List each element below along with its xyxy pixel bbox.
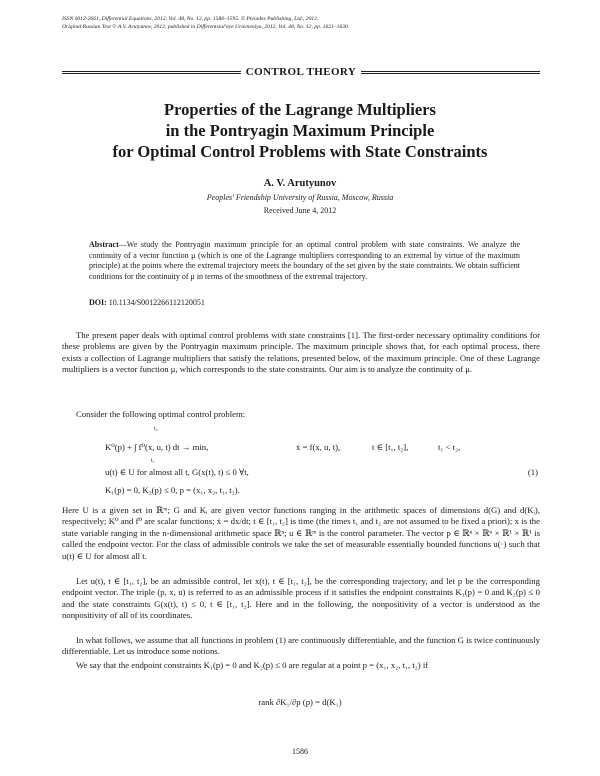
integral-upper-limit: t₂	[154, 426, 158, 432]
title-line-2: in the Pontryagin Maximum Principle	[165, 121, 435, 140]
author: A. V. Arutyunov	[263, 178, 337, 189]
header-line-2: Original Russian Text © A.V. Arutyunov, 2012, published in Differentsial'nye Uravneniya, 2012, Vol. 48, No. 12, pp. 1621–1630.	[62, 24, 350, 31]
equation-1c: t ∈ [t₁, t₂],	[372, 442, 409, 452]
equation-1e: u(t) ∈ U for almost all t, G(x(t), t) ≤ 0 ∀t,	[105, 467, 249, 477]
title-line-1: Properties of the Lagrange Multipliers	[164, 100, 436, 119]
abstract-text: —We study the Pontryagin maximum principle for an optimal control problem with state constraints. We analyze the continuity of a vector function μ (which is one of the Lagrange multipliers corresponding to an extremal by virtue of the maximum principle) at the points where the extremal trajectory meets the boundary of the set given by the state constraints. We obtain sufficient conditions for the continuity of μ in terms of the smoothness of the extremal trajectory.	[89, 240, 520, 281]
section-rule-left	[62, 71, 241, 74]
title-line-3: for Optimal Control Problems with State Constraints	[112, 142, 488, 161]
equation-1a: K⁰(p) + ∫ f⁰(x, u, t) dt → min,	[105, 442, 209, 452]
equation-1b: ẋ = f(x, u, t),	[296, 442, 341, 452]
paragraph-1: The present paper deals with optimal control problems with state constraints [1]. The first-order necessary optimality conditions for these problems are given by the Pontryagin maximum principle. The maximum principle shows that, for each optimal process, there exists a collection of Lagrange multipliers that satisfy the relations, presented below, of the maximum principle. One of these Lagrange multipliers is a vector function μ, which corresponds to the state constraints. Our aim is to analyze the continuity of μ.	[62, 330, 540, 375]
paper-title	[40, 99, 560, 162]
section-heading	[62, 66, 540, 78]
doi	[89, 298, 205, 307]
page-number: 1586	[292, 747, 308, 756]
paragraph-6: We say that the endpoint constraints K₁(p) = 0 and K₂(p) ≤ 0 are regular at a point p = (x₁, x₂, t₁, t₂) if	[76, 660, 429, 670]
abstract-label: Abstract	[89, 240, 119, 249]
equation-1d: t₁ < t₂,	[438, 442, 461, 452]
equation-number: (1)	[527, 467, 538, 477]
doi-value[interactable]: 10.1134/S0012266112120051	[108, 298, 205, 307]
abstract	[89, 240, 520, 282]
section-label: CONTROL THEORY	[245, 66, 357, 78]
paragraph-2: Consider the following optimal control problem:	[76, 409, 246, 419]
received-date: Received June 4, 2012	[263, 206, 337, 215]
paragraph-5: In what follows, we assume that all functions in problem (1) are continuously differentiable, and the function G is twice continuously differentiable. Let us introduce some notions.	[62, 635, 540, 657]
section-rule-right	[361, 71, 540, 74]
integral-lower-limit: t₁	[151, 458, 155, 464]
equation-rank: rank ∂K₁/∂p (p) = d(K₁)	[258, 697, 342, 707]
journal-header	[62, 15, 349, 32]
doi-label: DOI:	[89, 298, 107, 307]
equation-1f: K₁(p) = 0, K₂(p) ≤ 0, p = (x₁, x₂, t₁, t₂).	[105, 485, 240, 495]
paragraph-4: Let u(t), t ∈ [t₁, t₂], be an admissible control, let x(t), t ∈ [t₁, t₂], be the corresponding trajectory, and let p be the corresponding endpoint vector. The triple (p, x, u) is referred to as an admissible process if it satisfies the endpoint constraints K₁(p) = 0 and K₂(p) ≤ 0 and the state constraints G(x(t), t) ≤ 0, t ∈ [t₁, t₂]. Here and in the following, the nonpositivity of a vector is understood as the nonpositivity of all of its coordinates.	[62, 576, 540, 621]
paragraph-3: Here U is a given set in ℝᵐ; G and Kᵢ are given vector functions ranging in the arithmetic spaces of dimensions d(G) and d(Kᵢ), respectively; K⁰ and f⁰ are scalar functions; ẋ = dx/dt; t ∈ [t₁, t₂] is time (the times t₁ and t₂ are not assumed to be fixed a priori); x is the state variable ranging in the n-dimensional arithmetic space ℝⁿ; u ∈ ℝᵐ is the control parameter. The vector p ∈ ℝⁿ × ℝⁿ × ℝ¹ × ℝ¹ is called the endpoint vector. For the class of admissible controls we take the set of measurable essentially bounded functions u(·) such that u(t) ∈ U for almost all t.	[62, 505, 540, 561]
header-line-1: ISSN 0012-2661, Differential Equations, 2012, Vol. 48, No. 12, pp. 1586–1595. © Pleiades Publishing, Ltd., 2012.	[62, 16, 319, 22]
affiliation: Peoples' Friendship University of Russia, Moscow, Russia	[206, 193, 394, 202]
